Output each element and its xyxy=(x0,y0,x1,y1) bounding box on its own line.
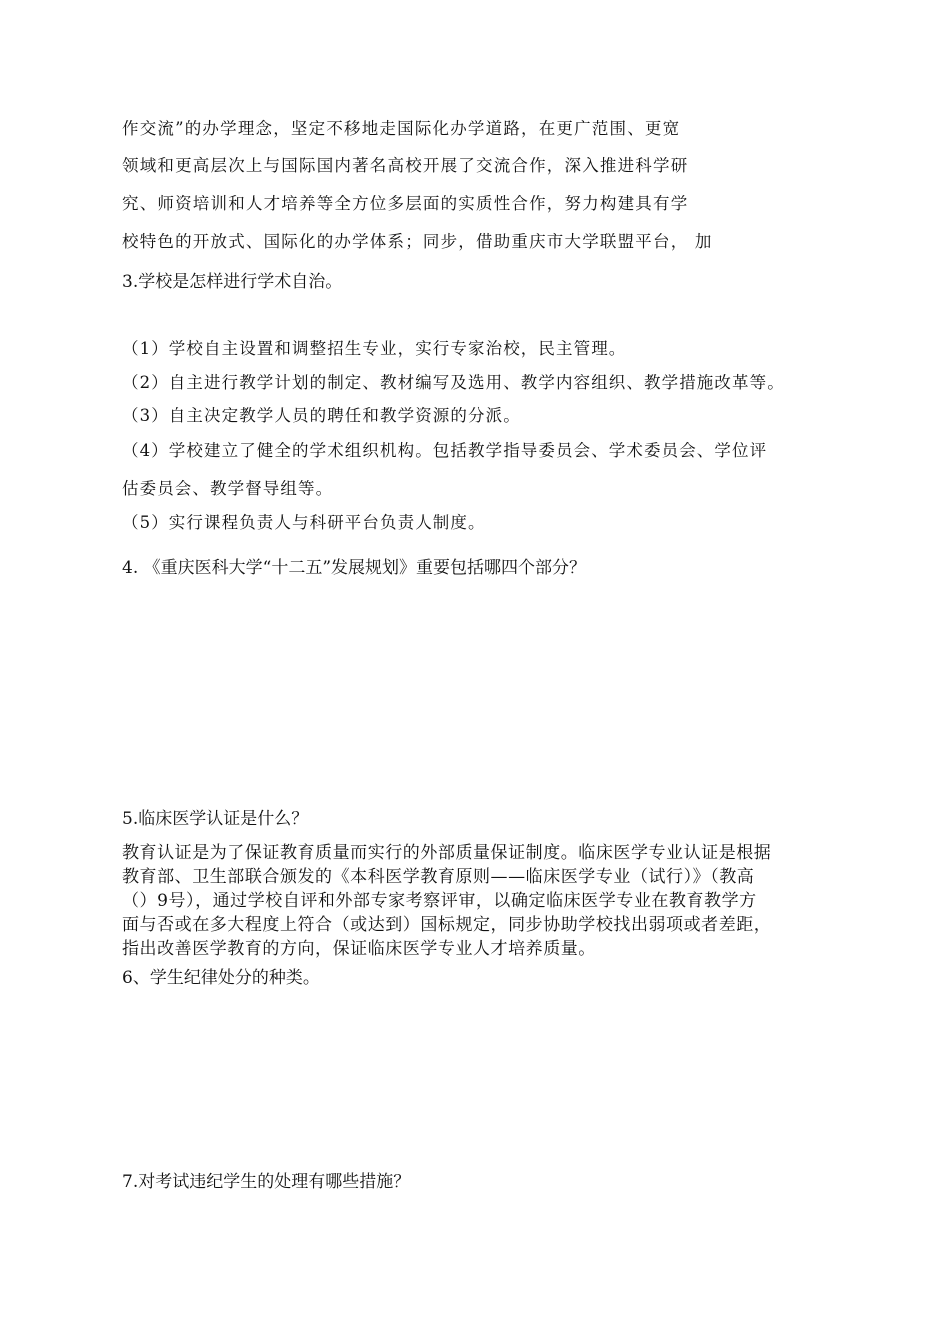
question-7-title: 7.对考试违纪学生的处理有哪些措施？ xyxy=(122,1172,411,1192)
q5-answer-line: （）9号），通过学校自评和外部专家考察评审，以确定临床医学专业在教育教学方 xyxy=(122,891,757,911)
q3-item: （5）实行课程负责人与科研平台负责人制度。 xyxy=(122,513,486,532)
q3-item: 估委员会、教学督导组等。 xyxy=(122,479,334,498)
q3-item: （3）自主决定教学人员的聘任和教学资源的分派。 xyxy=(122,406,521,425)
intro-line: 校特色的开放式、国际化的办学体系；同步，借助重庆市大学联盟平台， 加 xyxy=(122,232,713,251)
q5-answer-line: 教育部、卫生部联合颁发的《本科医学教育原则——临床医学专业（试行）》（教高 xyxy=(122,867,755,887)
intro-line: 作交流”的办学理念，坚定不移地走国际化办学道路，在更广范围、更宽 xyxy=(122,119,681,138)
q3-item: （2）自主进行教学计划的制定、教材编写及选用、教学内容组织、教学措施改革等。 xyxy=(122,373,785,392)
q3-item: （4）学校建立了健全的学术组织机构。包括教学指导委员会、学术委员会、学位评 xyxy=(122,441,768,460)
q5-answer-line: 面与否或在多大程度上符合（或达到）国标规定，同步协助学校找出弱项或者差距， xyxy=(122,915,772,935)
intro-line: 究、师资培训和人才培养等全方位多层面的实质性合作，努力构建具有学 xyxy=(122,194,689,213)
intro-line: 领域和更高层次上与国际国内著名高校开展了交流合作，深入推进科学研 xyxy=(122,156,689,175)
q5-answer-line: 指出改善医学教育的方向，保证临床医学专业人才培养质量。 xyxy=(122,939,596,959)
q5-answer-line: 教育认证是为了保证教育质量而实行的外部质量保证制度。临床医学专业认证是根据 xyxy=(122,843,772,863)
question-3-title: 3.学校是怎样进行学术自治。 xyxy=(122,272,343,292)
question-6-title: 6、学生纪律处分的种类。 xyxy=(122,968,320,988)
question-5-title: 5.临床医学认证是什么？ xyxy=(122,809,309,829)
q3-item: （1）学校自主设置和调整招生专业，实行专家治校，民主管理。 xyxy=(122,339,627,358)
question-4-title: 4. 《重庆医科大学“十二五”发展规划》重要包括哪四个部分？ xyxy=(122,558,587,578)
